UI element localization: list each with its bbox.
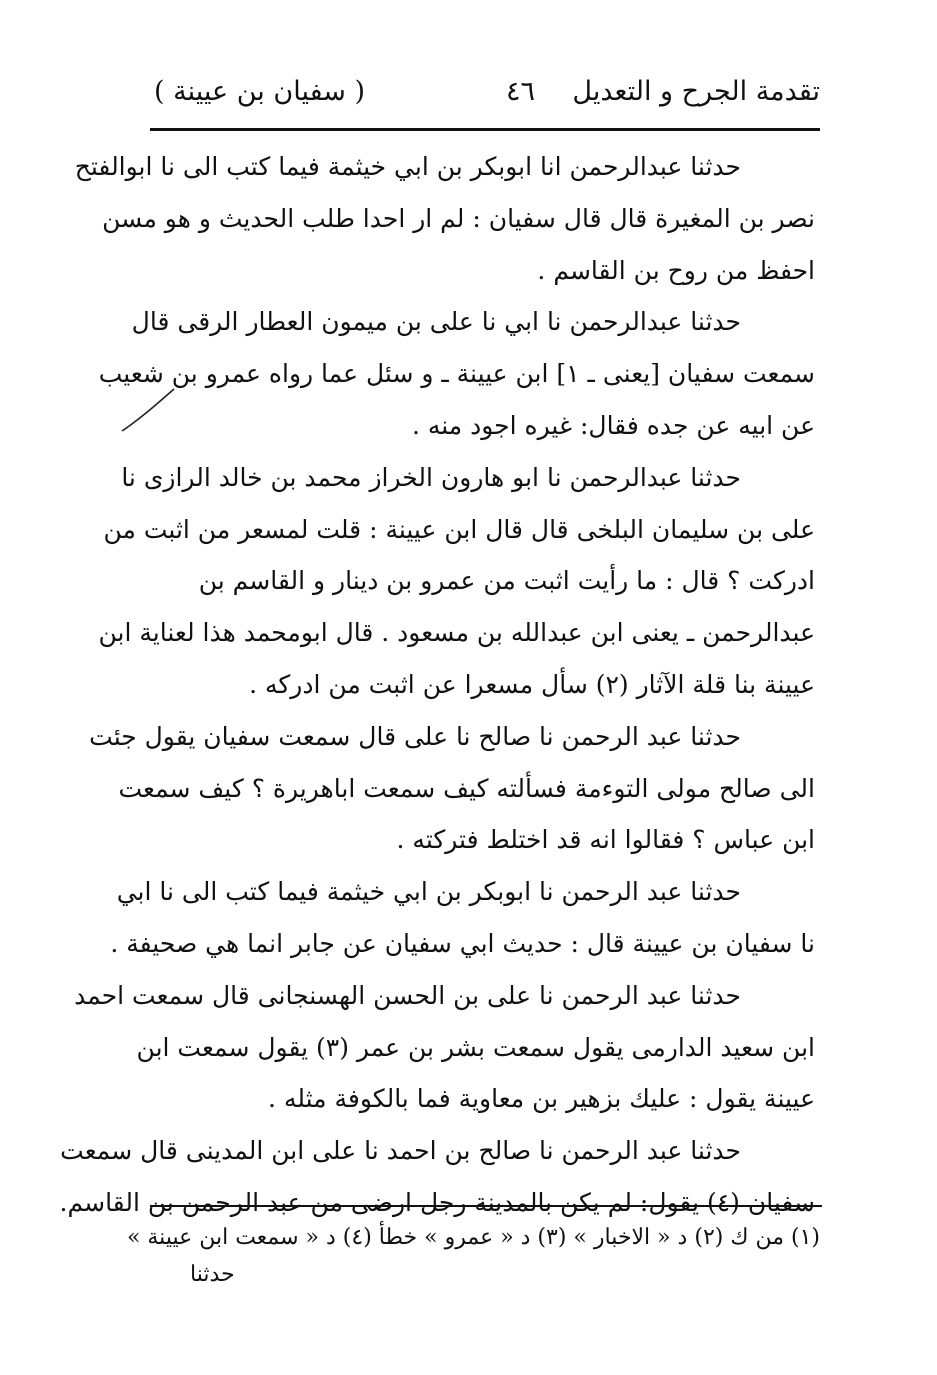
running-header bbox=[150, 72, 820, 130]
text-line: حدثنا عبد الرحمن نا صالح نا على قال سمعت سفيان يقول جئت bbox=[89, 721, 741, 751]
text-line: نا سفيان بن عيينة قال : حديث ابي سفيان عن جابر انما هي صحيفة . bbox=[110, 928, 815, 958]
paragraph bbox=[74, 970, 815, 1125]
text-line: احفظ من روح بن القاسم . bbox=[537, 255, 815, 285]
text-line: على بن سليمان البلخى قال قال ابن عيينة : قلت لمسعر من اثبت من bbox=[103, 514, 815, 544]
section-title: ( سفيان بن عيينة ) bbox=[154, 76, 365, 107]
text-line: حدثنا عبد الرحمن نا ابوبكر بن ابي خيثمة فيما كتب الى نا ابي bbox=[116, 877, 741, 907]
text-line: ادركت ؟ قال : ما رأيت اثبت من عمرو بن دينار و القاسم بن bbox=[198, 566, 815, 596]
footnote-rule bbox=[150, 1205, 822, 1207]
text-line: عن ابيه عن جده فقال: غيره اجود منه . bbox=[411, 410, 815, 440]
text-line: نصر بن المغيرة قال قال سفيان : لم ار احدا طلب الحديث و هو مسن bbox=[102, 203, 815, 233]
book-title: تقدمة الجرح و التعديل bbox=[572, 76, 820, 107]
text-line: حدثنا عبدالرحمن نا ابي نا على بن ميمون العطار الرقى قال bbox=[131, 307, 741, 337]
text-line: ابن سعيد الدارمى يقول سمعت بشر بن عمر (٣) يقول سمعت ابن bbox=[136, 1032, 815, 1062]
text-line: ابن عباس ؟ فقالوا انه قد اختلط فتركته . bbox=[396, 825, 815, 855]
paragraph bbox=[74, 141, 815, 296]
text-line: حدثنا عبدالرحمن نا ابو هارون الخراز محمد بن خالد الرازى نا bbox=[121, 462, 741, 492]
text-line: الى صالح مولى التوءمة فسألته كيف سمعت اباهريرة ؟ كيف سمعت bbox=[118, 773, 815, 803]
page-number: ٤٦ bbox=[505, 76, 535, 107]
header-rule bbox=[150, 128, 820, 131]
text-line: سمعت سفيان [يعنى ـ ١] ابن عيينة ـ و سئل عما رواه عمرو بن شعيب bbox=[98, 359, 815, 389]
paragraph bbox=[110, 866, 815, 970]
main-text bbox=[59, 141, 815, 1229]
text-line: سفيان (٤) يقول: لم يكن بالمدينة رجل ارضى من عبد الرحمن بن القاسم. bbox=[59, 1187, 815, 1217]
paragraph bbox=[98, 296, 815, 451]
paragraph bbox=[98, 452, 815, 711]
footnotes: (١) من ك (٢) د « الاخبار » (٣) د « عمرو » خطأ (٤) د « سمعت ابن عيينة » bbox=[126, 1225, 820, 1250]
text-line: عبدالرحمن ـ يعنى ابن عبدالله بن مسعود . قال ابومحمد هذا لعناية ابن bbox=[98, 618, 815, 648]
text-line: عيينة يقول : عليك بزهير بن معاوية فما بالكوفة مثله . bbox=[268, 1084, 815, 1114]
paragraph bbox=[89, 711, 815, 866]
text-line: حدثنا عبدالرحمن انا ابوبكر بن ابي خيثمة فيما كتب الى نا ابوالفتح bbox=[74, 152, 741, 181]
text-line: حدثنا عبد الرحمن نا صالح بن احمد نا على ابن المدينى قال سمعت bbox=[60, 1136, 741, 1166]
catchword: حدثنا bbox=[190, 1262, 235, 1287]
text-line: عيينة بنا قلة الآثار (٢) سأل مسعرا عن اثبت من ادركه . bbox=[249, 669, 815, 699]
margin-pen-stroke bbox=[118, 385, 178, 435]
text-line: حدثنا عبد الرحمن نا على بن الحسن الهسنجانى قال سمعت احمد bbox=[74, 980, 741, 1010]
